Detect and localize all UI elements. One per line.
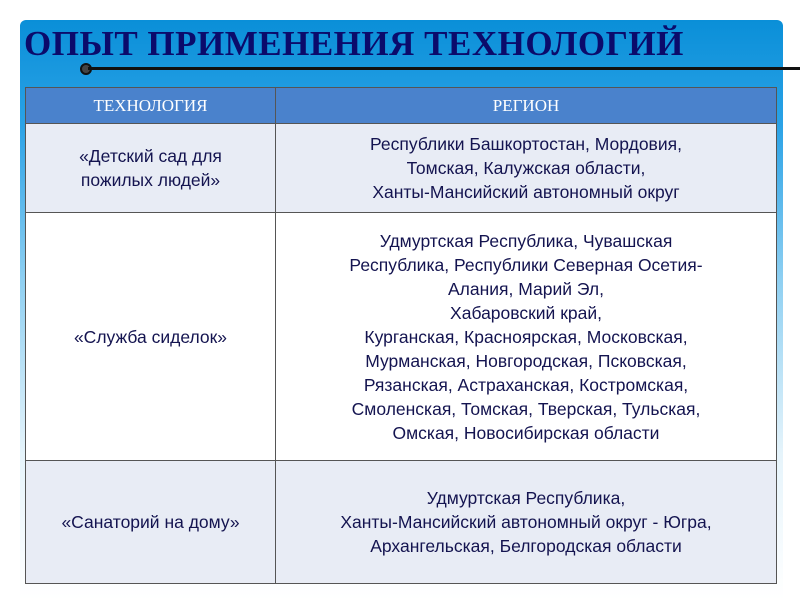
cell-line: Курганская, Красноярская, Московская, [364,326,688,347]
cell-line: Республика, Республики Северная Осетия- [349,254,703,275]
cell-line: Томская, Калужская области, [406,158,646,178]
cell-line: Рязанская, Астраханская, Костромская, [363,374,689,395]
cell-line: «Служба сиделок» [73,326,228,347]
cell-line: Хабаровский край, [450,302,602,323]
region-cell [276,461,777,584]
technology-cell [26,461,276,584]
technology-cell [26,213,276,461]
header-technology: ТЕХНОЛОГИЯ [26,88,276,124]
cell-line: Архангельская, Белгородская области [370,536,682,556]
table-row [26,124,777,213]
region-cell [276,213,777,461]
title-underline [88,67,800,70]
table-row [26,213,777,461]
cell-line: пожилых людей» [80,170,221,190]
table-header-row [26,88,777,124]
cell-line: Удмуртская Республика, [426,488,626,508]
cell-line: Ханты-Мансийский автономный округ - Югра, [340,512,712,532]
cell-line: Удмуртская Республика, Чувашская [379,230,673,251]
cell-line: Смоленская, Томская, Тверская, Тульская, [351,398,701,419]
cell-line: «Детский сад для [79,146,222,166]
cell-line: Республики Башкортостан, Мордовия, [370,134,682,154]
cell-line: «Санаторий на дому» [61,512,240,532]
page-title: ОПЫТ ПРИМЕНЕНИЯ ТЕХНОЛОГИЙ [24,24,684,63]
region-cell [276,124,777,213]
table-row [26,461,777,584]
cell-line: Алания, Марий Эл, [448,278,604,299]
technology-cell [26,124,276,213]
cell-line: Омская, Новосибирская области [392,422,660,443]
cell-line: Ханты-Мансийский автономный округ [372,182,680,202]
cell-line: Мурманская, Новгородская, Псковская, [365,350,687,371]
header-region: РЕГИОН [276,88,777,124]
technology-table [25,87,777,584]
